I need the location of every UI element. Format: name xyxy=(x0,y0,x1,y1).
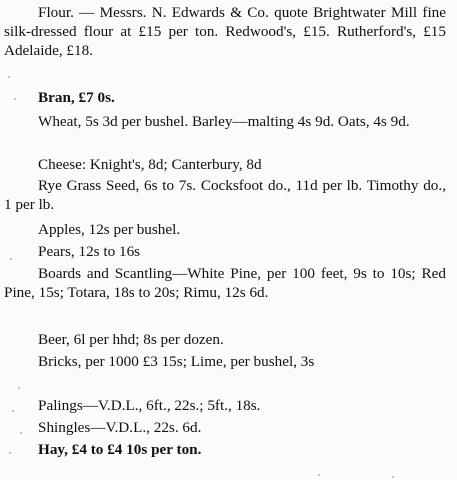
boards-scantling-paragraph: Boards and Scantling—White Pine, per 100 feet, 9s to 10s; Red Pine, 15s; Totara, 18s to 20s; Rimu, 12s 6d. xyxy=(4,265,446,301)
print-speck xyxy=(12,410,14,412)
apples-paragraph: Apples, 12s per bushel. xyxy=(38,221,181,238)
rye-grass-paragraph: Rye Grass Seed, 6s to 7s. Cocksfoot do., 11d per lb. Timothy do., 1 per lb. xyxy=(4,177,446,213)
palings-paragraph: Palings—V.D.L., 6ft., 22s.; 5ft., 18s. xyxy=(38,397,261,414)
wheat-paragraph: Wheat, 5s 3d per bushel. Barley—malting 4s 9d. Oats, 4s 9d. xyxy=(38,113,410,130)
bran-paragraph: Bran, £7 0s. xyxy=(38,89,115,106)
print-speck xyxy=(318,474,320,476)
print-speck xyxy=(392,476,394,478)
print-speck xyxy=(18,387,20,389)
print-speck xyxy=(9,452,11,454)
flour-paragraph: Flour. — Messrs. N. Edwards & Co. quote Brightwater Mill fine silk-dressed flour at £15 per ton. Redwood's, £15. Rutherford's, £15 Adelaide, £18. xyxy=(4,4,446,59)
print-speck xyxy=(20,432,22,434)
hay-paragraph: Hay, £4 to £4 10s per ton. xyxy=(38,441,202,458)
print-speck xyxy=(14,98,16,100)
bricks-paragraph: Bricks, per 1000 £3 15s; Lime, per bushel, 3s xyxy=(38,353,315,370)
shingles-paragraph: Shingles—V.D.L., 22s. 6d. xyxy=(38,419,202,436)
beer-paragraph: Beer, 6l per hhd; 8s per dozen. xyxy=(38,331,224,348)
print-speck xyxy=(10,258,12,260)
print-speck xyxy=(8,76,10,78)
cheese-paragraph: Cheese: Knight's, 8d; Canterbury, 8d xyxy=(38,156,262,173)
pears-paragraph: Pears, 12s to 16s xyxy=(38,243,141,260)
